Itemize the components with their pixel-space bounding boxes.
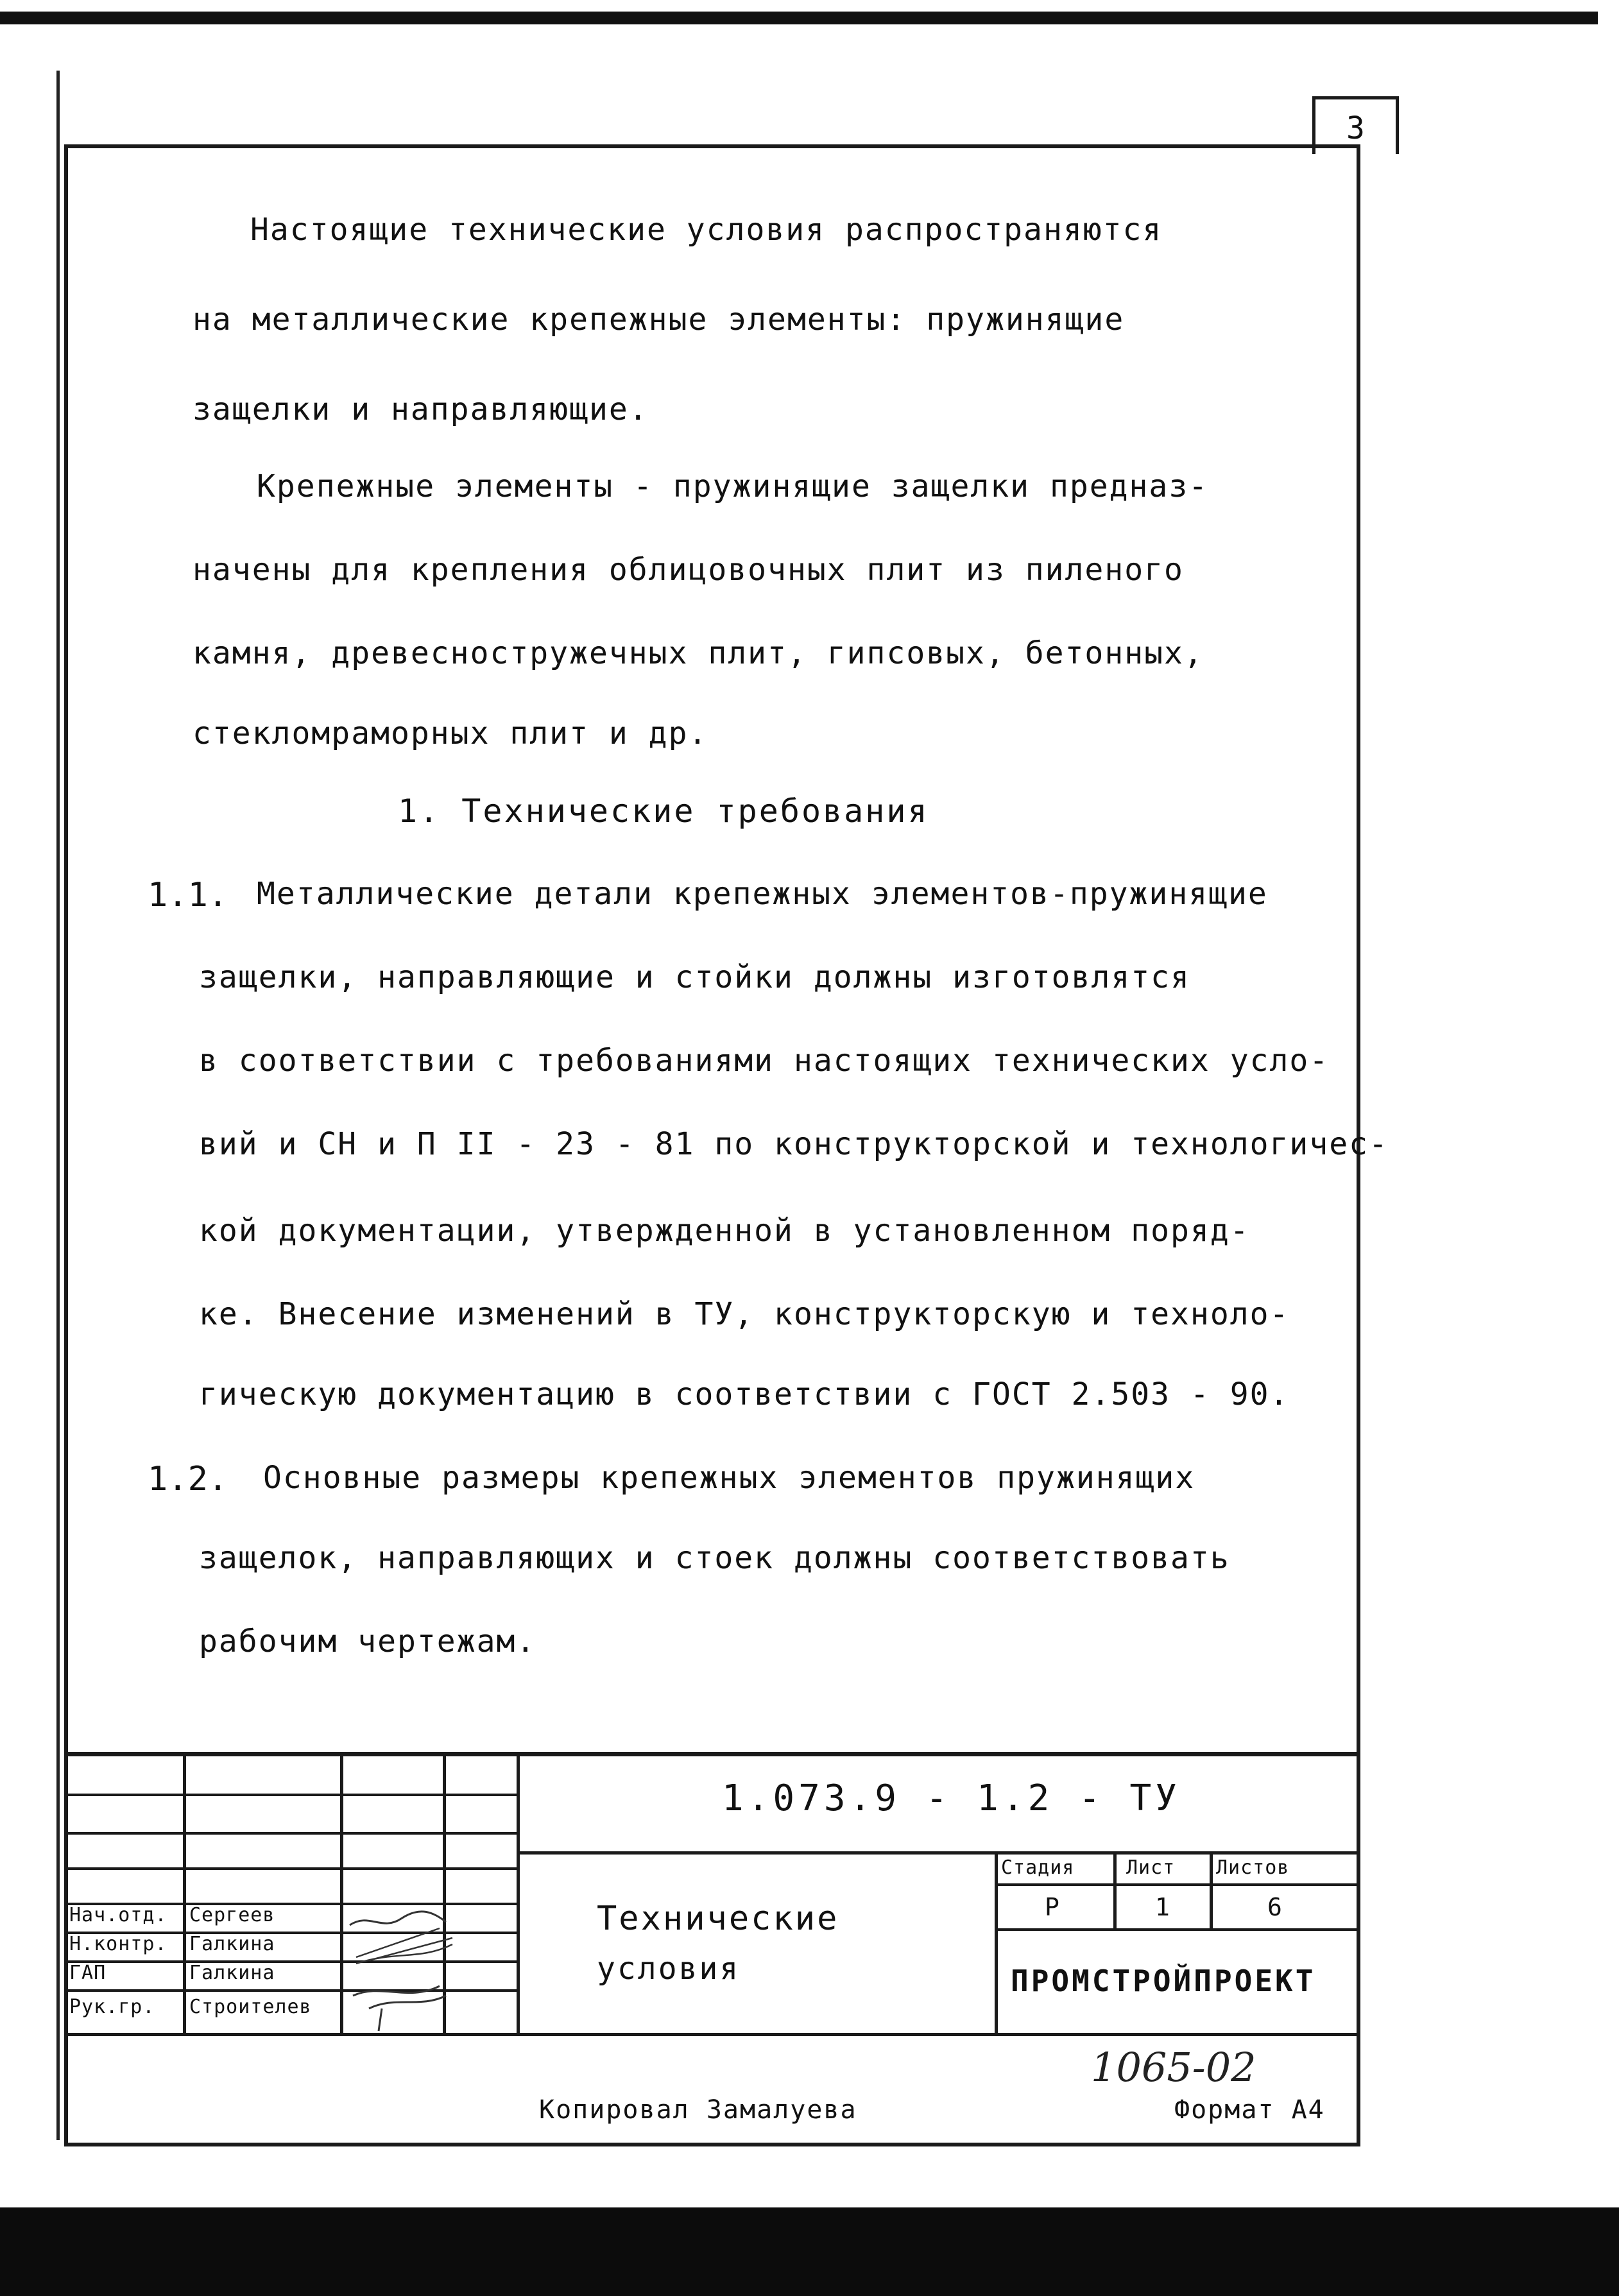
intro-line-3: защелки и направляющие. (193, 391, 649, 427)
handwritten-number: 1065-02 (1091, 2044, 1256, 2091)
item-1-2-line-3: рабочим чертежам. (199, 1623, 536, 1659)
item-1-1-line-3: в соответствии с требованиями настоящих технических усло- (199, 1043, 1330, 1079)
stage-value: Р (1045, 1893, 1060, 1921)
sheets-value: 6 (1267, 1893, 1283, 1921)
copied-by: Копировал Замалуева (539, 2095, 857, 2125)
role-label: ГАП (69, 1962, 107, 1984)
purpose-line-2: начены для крепления облицовочных плит из пиленого (193, 552, 1184, 588)
document-title-line-2: условия (597, 1951, 741, 1987)
role-name: Строителев (189, 1996, 312, 2018)
item-1-1-line-6: ке. Внесение изменений в ТУ, конструкторскую и техноло- (199, 1296, 1290, 1332)
item-1-1-line-5: кой документации, утвержденной в установленном поряд- (199, 1213, 1250, 1249)
sheets-header: Листов (1216, 1856, 1290, 1879)
grid-line (517, 1752, 520, 2034)
role-name: Сергеев (189, 1904, 275, 1926)
grid-line (64, 2033, 1360, 2036)
purpose-line-3: камня, древесностружечных плит, гипсовых, бетонных, (193, 635, 1204, 671)
stage-header: Стадия (1001, 1856, 1075, 1879)
purpose-line-1: Крепежные элементы - пружинящие защелки предназ- (257, 468, 1209, 504)
grid-line (517, 1851, 1360, 1855)
item-1-1-number: 1.1. (148, 876, 228, 914)
item-1-2-number: 1.2. (148, 1460, 228, 1498)
document-code: 1.073.9 - 1.2 - ТУ (722, 1778, 1181, 1819)
intro-line-1: Настоящие технические условия распространяются (250, 212, 1163, 248)
role-label: Нач.отд. (69, 1904, 167, 1926)
grid-line (64, 1832, 517, 1835)
grid-line (995, 1851, 998, 2034)
role-name: Галкина (189, 1962, 275, 1984)
item-1-2-line-2: защелок, направляющих и стоек должны соответствовать (199, 1540, 1230, 1576)
sheet-header: Лист (1126, 1856, 1176, 1879)
document-title-line-1: Технические (597, 1899, 839, 1938)
intro-line-2: на металлические крепежные элементы: пружинящие (193, 302, 1125, 338)
grid-line (1210, 1851, 1213, 1928)
signatures-image (343, 1899, 517, 2034)
grid-line (64, 1867, 517, 1870)
item-1-1-line-4: вий и СН и П II - 23 - 81 по конструкторской и технологичес- (199, 1126, 1389, 1162)
item-1-1-line-7: гическую документацию в соответствии с ГОСТ 2.503 - 90. (199, 1376, 1290, 1412)
purpose-line-4: стекломраморных плит и др. (193, 715, 708, 751)
role-label: Рук.гр. (69, 1996, 155, 2018)
item-1-1-line-2: защелки, направляющие и стойки должны изготовлятся (199, 959, 1190, 995)
item-1-2-line-1: Основные размеры крепежных элементов пружинящих (263, 1460, 1195, 1496)
sheet-value: 1 (1155, 1893, 1170, 1921)
scan-top-bar (0, 12, 1598, 24)
scan-bottom-bar (0, 2207, 1619, 2296)
section-title: 1. Технические требования (398, 792, 929, 830)
organization-name: ПРОМСТРОЙПРОЕКТ (1011, 1964, 1316, 1998)
item-1-1-line-1: Металлические детали крепежных элементов-пружинящие (257, 876, 1268, 912)
role-name: Галкина (189, 1933, 275, 1955)
grid-line (64, 1794, 517, 1796)
sheet-number: 3 (1312, 96, 1399, 154)
role-label: Н.контр. (69, 1933, 167, 1955)
grid-line (995, 1928, 1360, 1931)
grid-line (1113, 1851, 1117, 1928)
grid-line (995, 1883, 1360, 1886)
paper-format: Формат А4 (1174, 2095, 1325, 2125)
